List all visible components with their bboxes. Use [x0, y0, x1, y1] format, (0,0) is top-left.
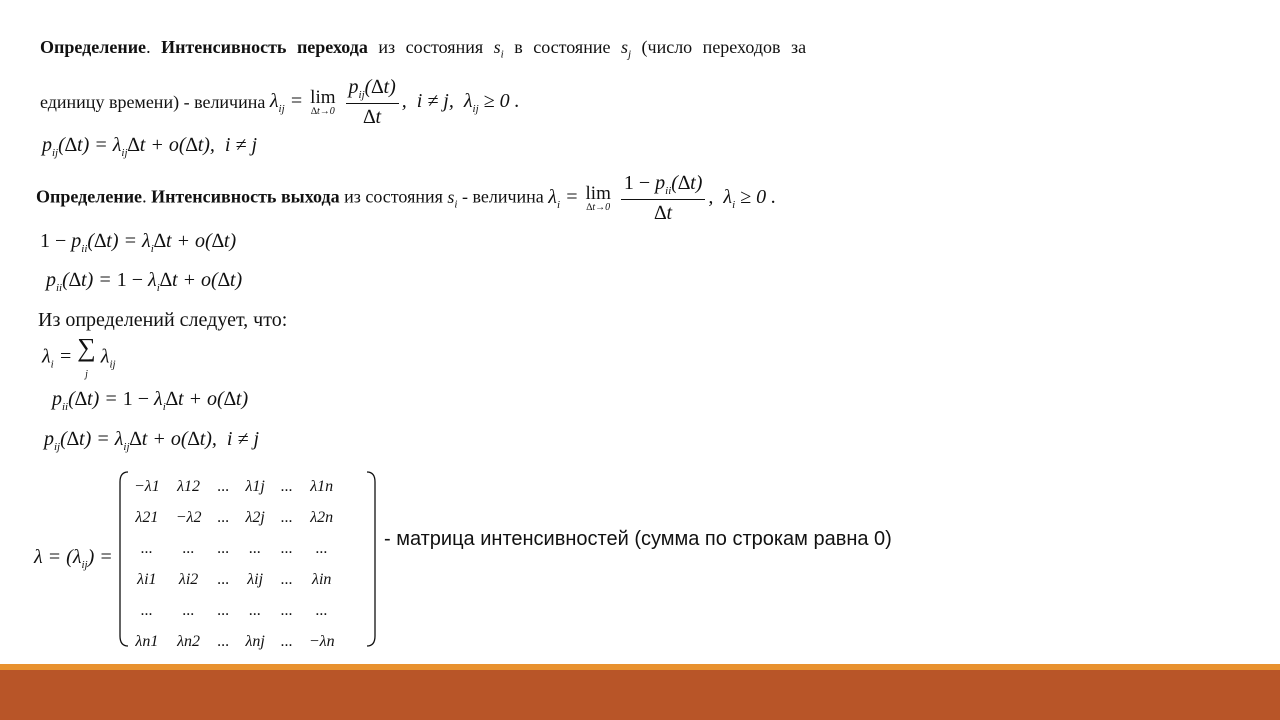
matrix-cell: −λ2 — [175, 508, 202, 526]
matrix-cell: ... — [182, 601, 195, 619]
conclusion-text: Из определений следует, что: — [38, 309, 288, 331]
formula-pij-2: $p_{ij}(\Delta t) = \lambda_{ij}\Delta t + o(\Delta t)$, i ≠ j — [44, 428, 260, 453]
definition-label: Определение — [40, 37, 147, 57]
definition-transition-line2 — [40, 76, 520, 129]
matrix-cell: ... — [280, 601, 293, 619]
definition-label: Определение — [36, 186, 143, 207]
matrix-cell: λin — [312, 570, 332, 588]
footer-bar — [0, 670, 1280, 720]
matrix-lhs: $\lambda = (\lambda_{ij})$ = — [34, 546, 113, 571]
matrix-cell: λ12 — [177, 477, 201, 495]
matrix-cell: ... — [217, 570, 230, 588]
matrix-cell: −λ1 — [134, 477, 160, 495]
text-from-state: из состояния — [378, 37, 484, 57]
matrix-cell: λi1 — [137, 570, 157, 588]
definition-exit-line: Определение. Интенсивность выхода из состояния $s_i$ - величина $\lambda_i$ = lim ∆t→0 $\frac{1 - p_{ii}(\Delta t)}{\Delta t}$ , $\lambda_i \ge 0$ . — [36, 172, 777, 224]
definition-transition-line1: Определение. Интенсивность перехода из состояния $s_i$ в состояние $s_j$ (число переходов за — [40, 37, 807, 61]
term-exit-intensity: Интенсивность выхода — [151, 186, 340, 207]
text-per-unit-time: единицу времени) - величина — [40, 92, 266, 112]
formula-lambda-sum: $\lambda_i$ = ∑ j $\lambda_{ij}$ — [42, 333, 116, 380]
matrix-cell: ... — [217, 632, 230, 650]
text-to-state: в состояние — [514, 37, 611, 57]
matrix-cell: ... — [280, 632, 293, 650]
matrix-cell: ... — [217, 477, 230, 495]
matrix-cell: ... — [280, 539, 293, 557]
matrix-cell: λn1 — [135, 632, 159, 650]
formula-pij: $p_{ij}(\Delta t) = \lambda_{ij}\Delta t + o(\Delta t)$, i ≠ j — [42, 134, 258, 159]
text-from-state: из состояния — [344, 186, 443, 207]
matrix-cell: ... — [280, 570, 293, 588]
matrix-cell: λ21 — [135, 508, 159, 526]
matrix-cell: ... — [140, 601, 153, 619]
matrix-cell: ... — [249, 539, 262, 557]
matrix-cell: ... — [217, 539, 230, 557]
matrix-cell: λ1n — [310, 477, 334, 495]
matrix-row — [126, 595, 343, 626]
matrix-cell: ... — [217, 508, 230, 526]
formula-lambda-i: $\lambda_i$ = lim ∆t→0 $\frac{1 - p_{ii}(\Delta t)}{\Delta t}$ , $\lambda_i \ge 0$ . — [548, 172, 777, 224]
formula-lambda-ij: $\lambda_{ij}$ = lim ∆t→0 $\frac{p_{ij}(\Delta t)}{\Delta t}$ , i ≠ j, $\lambda_{ij} \ge 0$ . — [269, 76, 520, 128]
text-value: - величина — [461, 186, 544, 207]
matrix-cell: ... — [280, 477, 293, 495]
matrix-cell: λi2 — [178, 570, 199, 588]
text-number-of-transitions: (число переходов за — [641, 37, 807, 57]
matrix-cell: λ2j — [245, 508, 265, 526]
term-transition-intensity: Интенсивность перехода — [161, 37, 368, 57]
matrix-cell: λ1j — [245, 477, 265, 495]
matrix-cell: λnj — [245, 632, 265, 650]
matrix-cell: ... — [315, 601, 328, 619]
state-si: $s_i$ — [493, 37, 504, 61]
matrix-cell: ... — [182, 539, 195, 557]
matrix-cell: ... — [280, 508, 293, 526]
matrix-cell: ... — [315, 539, 328, 557]
matrix-cell: λ2n — [310, 508, 334, 526]
matrix-cell: λn2 — [177, 632, 201, 650]
matrix-row — [126, 471, 343, 502]
matrix-cell: λij — [247, 570, 264, 588]
matrix-caption: - матрица интенсивностей (сумма по строкам равна 0) — [384, 528, 892, 550]
matrix-row — [126, 626, 343, 657]
formula-one-minus-pii: $1 - p_{ii}(\Delta t) = \lambda_i\Delta t + o(\Delta t)$ — [40, 230, 237, 255]
matrix-row — [126, 502, 343, 533]
formula-pii-2: $p_{ii}(\Delta t) = 1 - \lambda_i\Delta t + o(\Delta t)$ — [52, 388, 249, 413]
matrix-cell: ... — [140, 539, 153, 557]
formula-pii: $p_{ii}(\Delta t) = 1 - \lambda_i\Delta t + o(\Delta t)$ — [46, 269, 243, 294]
matrix-cell: ... — [217, 601, 230, 619]
intensity-matrix — [126, 471, 343, 657]
matrix-right-bracket — [365, 470, 377, 648]
matrix-cell: ... — [249, 601, 262, 619]
state-sj: $s_j$ — [620, 37, 632, 61]
matrix-cell: −λn — [308, 632, 335, 650]
matrix-row — [126, 533, 343, 564]
matrix-row — [126, 564, 343, 595]
